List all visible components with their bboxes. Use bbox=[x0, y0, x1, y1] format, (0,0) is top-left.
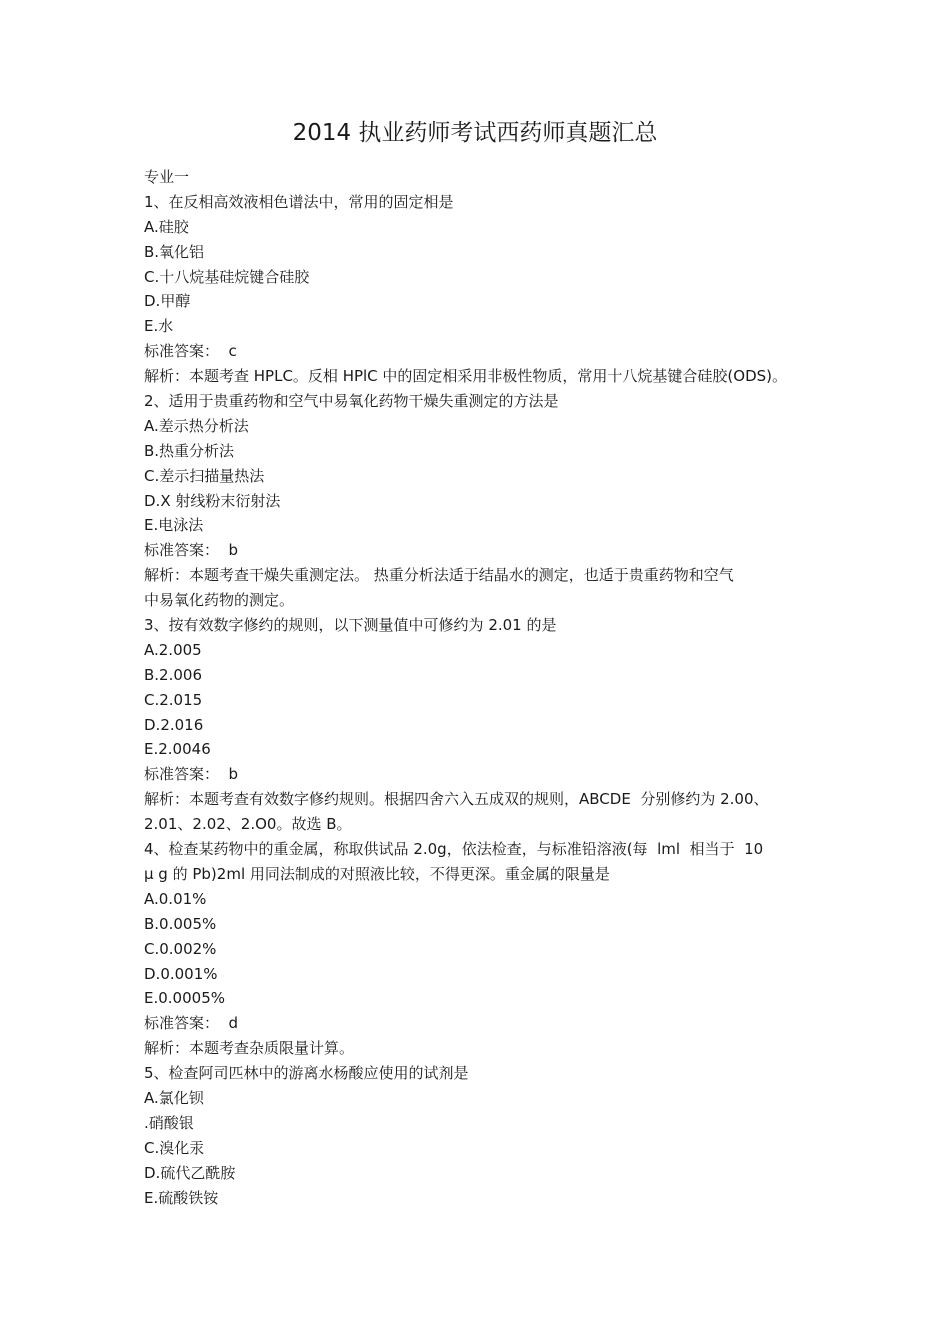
text-line: E.水 bbox=[144, 317, 174, 336]
text-line: 2、适用于贵重药物和空气中易氧化药物干燥失重测定的方法是 bbox=[144, 392, 559, 411]
text-line: C.2.015 bbox=[144, 690, 203, 709]
text-line: 解析：本题考查有效数字修约规则。根据四舍六入五成双的规则，ABCDE 分别修约为 2.00、 bbox=[144, 790, 769, 809]
text-line: B.氧化铝 bbox=[144, 242, 205, 261]
text-line: B.热重分析法 bbox=[144, 441, 235, 460]
document-body bbox=[144, 165, 824, 1210]
text-line: B.0.005% bbox=[144, 914, 217, 933]
text-line: 5、检查阿司匹林中的游离水杨酸应使用的试剂是 bbox=[144, 1064, 469, 1083]
text-line: D.甲醇 bbox=[144, 292, 191, 311]
text-line: B.2.006 bbox=[144, 665, 203, 684]
text-line: A.硅胶 bbox=[144, 217, 189, 236]
text-line: 解析：本题考查 HPLC。反相 HPlC 中的固定相采用非极性物质，常用十八烷基键合硅胶(ODS)。 bbox=[144, 367, 788, 386]
text-line: E.电泳法 bbox=[144, 516, 204, 535]
text-line: A.氯化钡 bbox=[144, 1088, 204, 1107]
text-line: C.差示扫描量热法 bbox=[144, 466, 265, 485]
document-title: 2014 执业药师考试西药师真题汇总 bbox=[292, 120, 658, 146]
text-line: D.硫代乙酰胺 bbox=[144, 1163, 236, 1182]
text-line: C.0.002% bbox=[144, 939, 217, 958]
text-line: 解析：本题考查干燥失重测定法。 热重分析法适于结晶水的测定，也适于贵重药物和空气 bbox=[144, 566, 734, 585]
text-line: 标准答案： b bbox=[144, 765, 239, 784]
text-line: 中易氧化药物的测定。 bbox=[144, 591, 295, 610]
text-line: 标准答案： b bbox=[144, 541, 239, 560]
text-line: D.0.001% bbox=[144, 964, 218, 983]
text-line: A.差示热分析法 bbox=[144, 416, 249, 435]
text-line: 3、按有效数字修约的规则，以下测量值中可修约为 2.01 的是 bbox=[144, 616, 557, 635]
text-line: C.十八烷基硅烷键合硅胶 bbox=[144, 267, 310, 286]
text-line: D.2.016 bbox=[144, 715, 204, 734]
text-line: E.硫酸铁铵 bbox=[144, 1188, 219, 1207]
text-line: 专业一 bbox=[144, 168, 190, 186]
text-line: C.溴化汞 bbox=[144, 1138, 205, 1157]
text-line: A.2.005 bbox=[144, 640, 202, 659]
text-line: E.0.0005% bbox=[144, 989, 225, 1008]
text-line: 1、在反相高效液相色谱法中，常用的固定相是 bbox=[144, 192, 454, 211]
text-line: E.2.0046 bbox=[144, 740, 211, 759]
text-line: 解析：本题考查杂质限量计算。 bbox=[144, 1039, 355, 1058]
text-line: D.X 射线粉末衍射法 bbox=[144, 491, 281, 510]
text-line: .硝酸银 bbox=[144, 1113, 194, 1132]
text-line: μ g 的 Pb)2ml 用同法制成的对照液比较，不得更深。重金属的限量是 bbox=[144, 864, 610, 883]
text-line: 2.01、2.02、2.O0。故选 B。 bbox=[144, 815, 352, 834]
text-line: A.0.01% bbox=[144, 889, 207, 908]
text-line: 标准答案： d bbox=[144, 1014, 239, 1033]
text-line: 4、检查某药物中的重金属，称取供试品 2.0g，依法检查，与标准铅溶液(每 lml 相当于 10 bbox=[144, 840, 764, 859]
text-line: 标准答案： c bbox=[144, 342, 237, 361]
